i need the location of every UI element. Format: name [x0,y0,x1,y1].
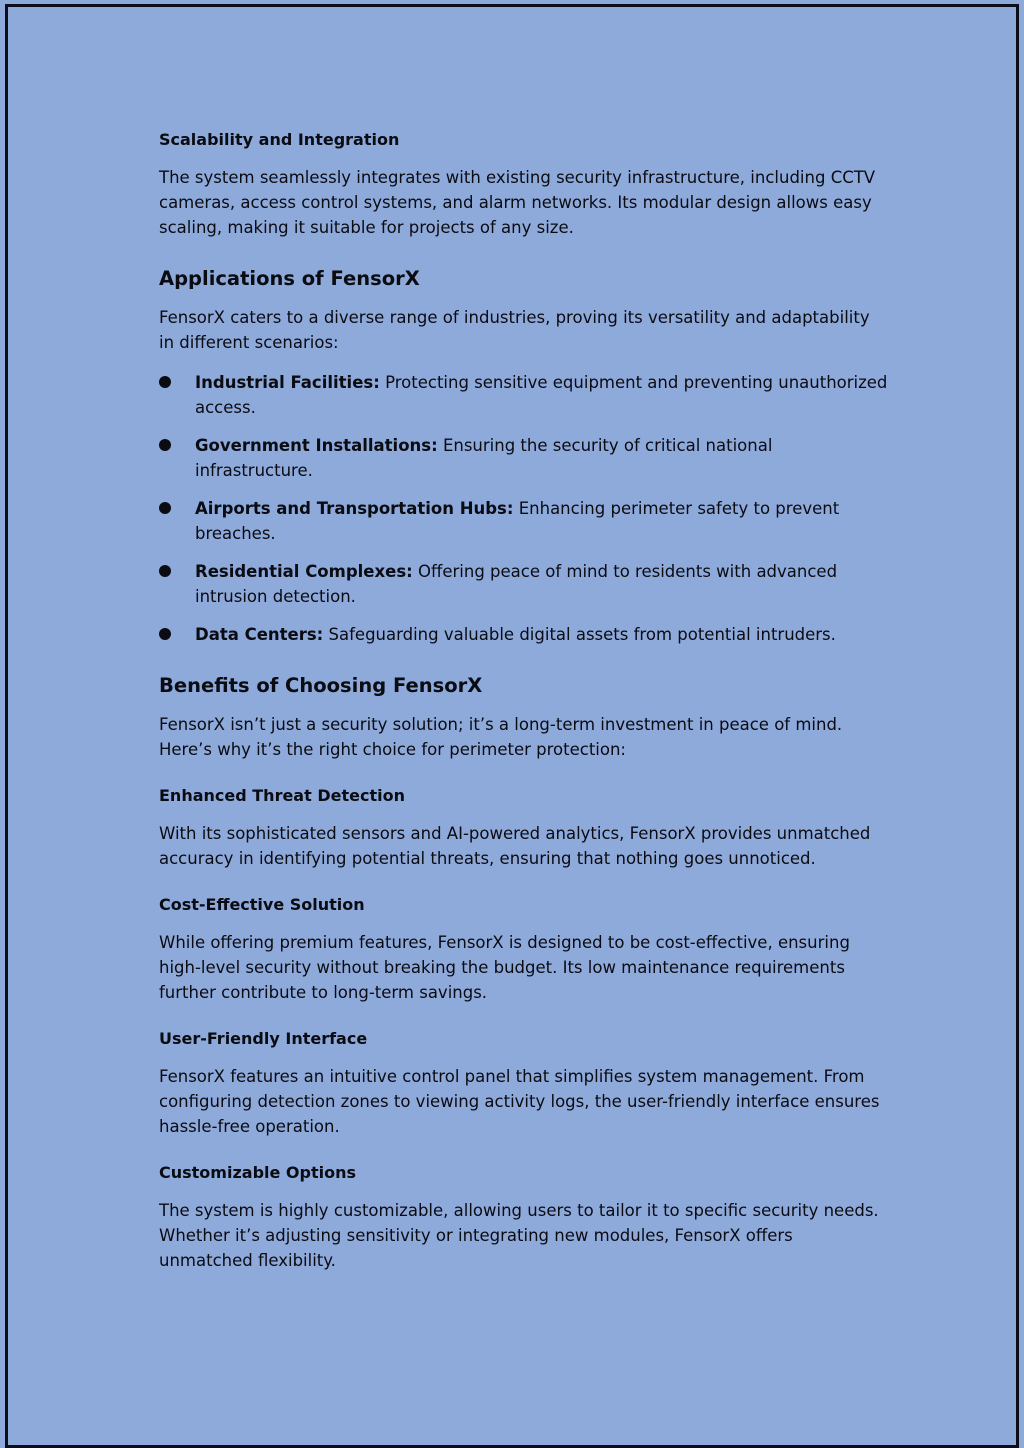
applications-intro: FensorX caters to a diverse range of industries, proving its versatility and adaptability in different scenarios: [159,308,870,352]
list-item [159,559,889,609]
list-item-text: Safeguarding valuable digital assets from potential intruders. [323,625,836,644]
list-item-term: Government Installations: [195,436,438,455]
list-item-term: Airports and Transportation Hubs: [195,499,514,518]
user-friendly-body: FensorX features an intuitive control panel that simplifies system management. From configuring detection zones to viewing activity logs, the user-friendly interface ensures hassle-free operation. [159,1067,880,1136]
cost-effective-heading: Cost-Effective Solution [159,895,365,914]
benefits-heading: Benefits of Choosing FensorX [159,674,483,697]
applications-list [159,370,889,647]
document-content [159,127,889,1288]
bullet-icon [159,628,171,640]
list-item-text: Ensuring the security of critical national infrastructure. [195,436,773,480]
list-item-term: Data Centers: [195,625,324,644]
user-friendly-heading: User-Friendly Interface [159,1029,368,1048]
list-item-term: Residential Complexes: [195,562,413,581]
applications-heading: Applications of FensorX [159,267,420,290]
list-item [159,370,889,420]
customizable-heading: Customizable Options [159,1163,357,1182]
list-item [159,496,889,546]
bullet-icon [159,565,171,577]
bullet-icon [159,502,171,514]
threat-detection-body: With its sophisticated sensors and AI-powered analytics, FensorX provides unmatched accuracy in identifying potential threats, ensuring that nothing goes unnoticed. [159,824,871,868]
cost-effective-body: While offering premium features, FensorX is designed to be cost-effective, ensuring high-level security without breaking the budget. Its low maintenance requirements further contribute to long-term savings. [159,933,850,1002]
threat-detection-heading: Enhanced Threat Detection [159,786,405,805]
scalability-body: The system seamlessly integrates with existing security infrastructure, including CCTV cameras, access control systems, and alarm networks. Its modular design allows easy scaling, making it suitable for projects of any size. [159,168,876,237]
page-frame [5,4,1019,1448]
bullet-icon [159,376,171,388]
scalability-heading: Scalability and Integration [159,130,400,149]
bullet-icon [159,439,171,451]
customizable-body: The system is highly customizable, allowing users to tailor it to specific security needs. Whether it’s adjusting sensitivity or integrating new modules, FensorX offers unmatched flexibility. [159,1201,879,1270]
benefits-intro: FensorX isn’t just a security solution; it’s a long-term investment in peace of mind. Here’s why it’s the right choice for perimeter protection: [159,715,843,759]
list-item-text: Protecting sensitive equipment and preventing unauthorized access. [195,373,888,417]
list-item [159,622,889,647]
list-item [159,433,889,483]
list-item-text: Offering peace of mind to residents with advanced intrusion detection. [195,562,838,606]
list-item-text: Enhancing perimeter safety to prevent breaches. [195,499,840,543]
list-item-term: Industrial Facilities: [195,373,380,392]
